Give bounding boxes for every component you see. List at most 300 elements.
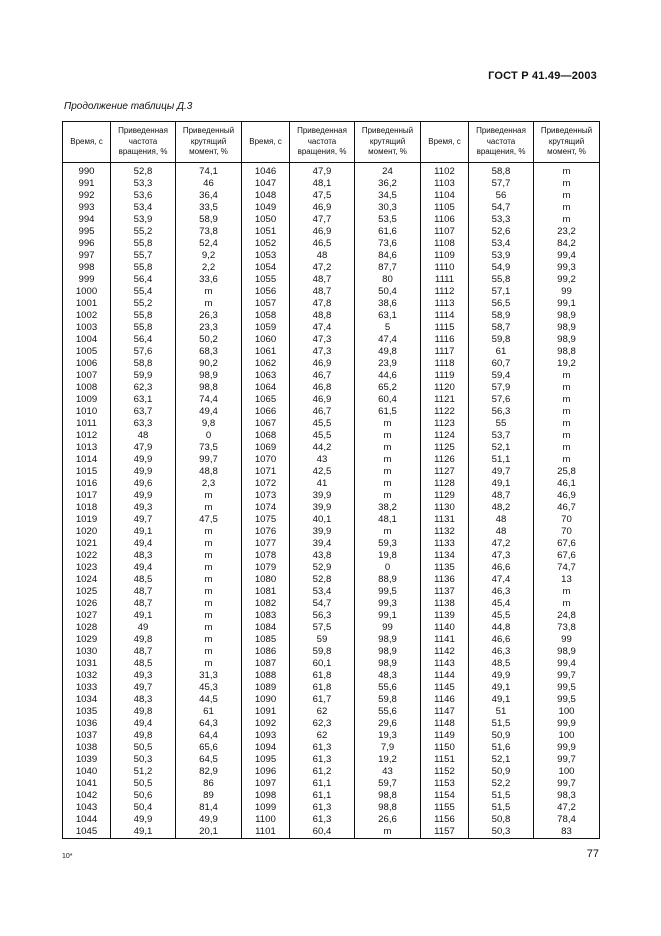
table-cell: 1055 <box>242 274 290 286</box>
table-cell: 1009 <box>63 394 111 406</box>
table-cell: 1075 <box>242 514 290 526</box>
table-row <box>63 163 600 179</box>
table-row <box>63 538 600 550</box>
table-cell: 52,8 <box>111 163 176 179</box>
table-cell: 41 <box>290 478 355 490</box>
table-cell: 52,1 <box>469 442 534 454</box>
table-row <box>63 730 600 742</box>
table-cell: 1022 <box>63 550 111 562</box>
table-row <box>63 214 600 226</box>
table-cell: 13 <box>534 574 600 586</box>
table-cell: 73,8 <box>176 226 242 238</box>
table-cell: 1008 <box>63 382 111 394</box>
table-cell: 26,6 <box>355 814 421 826</box>
table-cell: 61,3 <box>290 754 355 766</box>
table-cell: 82,9 <box>176 766 242 778</box>
table-cell: 23,3 <box>176 322 242 334</box>
table-cell: 33,6 <box>176 274 242 286</box>
table-cell: 1097 <box>242 778 290 790</box>
column-header: Приведенный крутящий момент, % <box>534 122 600 163</box>
table-cell: 89 <box>176 790 242 802</box>
table-cell: 1152 <box>421 766 469 778</box>
table-cell: 53,4 <box>290 586 355 598</box>
table-cell: 99,1 <box>355 610 421 622</box>
table-cell: 46,7 <box>290 406 355 418</box>
table-cell: 62 <box>290 730 355 742</box>
table-cell: 998 <box>63 262 111 274</box>
table-cell: 1002 <box>63 310 111 322</box>
table-cell: 1081 <box>242 586 290 598</box>
table-cell: m <box>176 550 242 562</box>
table-cell: 46,9 <box>290 394 355 406</box>
table-cell: 57,1 <box>469 286 534 298</box>
table-cell: 1037 <box>63 730 111 742</box>
table-cell: 48,1 <box>355 514 421 526</box>
table-cell: m <box>534 382 600 394</box>
table-cell: 47,3 <box>290 346 355 358</box>
table-cell: 49,4 <box>111 538 176 550</box>
table-cell: 46,9 <box>290 226 355 238</box>
table-cell: 61,8 <box>290 670 355 682</box>
table-cell: 49,8 <box>355 346 421 358</box>
table-cell: 1141 <box>421 634 469 646</box>
table-cell: 1111 <box>421 274 469 286</box>
table-cell: 45,3 <box>176 682 242 694</box>
table-cell: 1070 <box>242 454 290 466</box>
table-cell: 1073 <box>242 490 290 502</box>
table-cell: 1039 <box>63 754 111 766</box>
table-cell: 56,3 <box>469 406 534 418</box>
table-cell: 59,8 <box>290 646 355 658</box>
table-cell: 53,7 <box>469 430 534 442</box>
table-cell: 58,8 <box>469 163 534 179</box>
table-cell: 1128 <box>421 478 469 490</box>
table-cell: 1129 <box>421 490 469 502</box>
table-cell: 49,1 <box>469 478 534 490</box>
table-cell: 43 <box>355 766 421 778</box>
table-cell: 23,2 <box>534 226 600 238</box>
table-cell: 1076 <box>242 526 290 538</box>
table-row <box>63 322 600 334</box>
table-cell: 51,5 <box>469 790 534 802</box>
table-cell: 1149 <box>421 730 469 742</box>
table-cell: 46,9 <box>534 490 600 502</box>
table-cell: 997 <box>63 250 111 262</box>
table-cell: 40,1 <box>290 514 355 526</box>
table-cell: m <box>534 442 600 454</box>
table-cell: 1119 <box>421 370 469 382</box>
table-cell: 64,4 <box>176 730 242 742</box>
table-cell: 1143 <box>421 658 469 670</box>
table-cell: 48,8 <box>176 466 242 478</box>
table-cell: 49,4 <box>176 406 242 418</box>
table-cell: 1044 <box>63 814 111 826</box>
table-cell: 1093 <box>242 730 290 742</box>
table-cell: 48,3 <box>111 550 176 562</box>
table-cell: 83 <box>534 826 600 839</box>
table-row <box>63 190 600 202</box>
table-cell: 100 <box>534 766 600 778</box>
table-cell: 19,3 <box>355 730 421 742</box>
table-cell: m <box>176 562 242 574</box>
table-cell: 1029 <box>63 634 111 646</box>
table-row <box>63 574 600 586</box>
table-cell: 99,3 <box>355 598 421 610</box>
table-cell: 48,7 <box>290 286 355 298</box>
table-cell: 47,2 <box>290 262 355 274</box>
table-cell: 51 <box>469 706 534 718</box>
table-cell: 63,7 <box>111 406 176 418</box>
table-cell: 98,9 <box>534 646 600 658</box>
table-cell: 29,6 <box>355 718 421 730</box>
table-cell: 47,2 <box>469 538 534 550</box>
table-row <box>63 754 600 766</box>
table-cell: 1067 <box>242 418 290 430</box>
table-cell: 47,4 <box>469 574 534 586</box>
table-cell: 50,3 <box>469 826 534 839</box>
table-cell: 24,8 <box>534 610 600 622</box>
table-cell: 73,5 <box>176 442 242 454</box>
table-cell: 1043 <box>63 802 111 814</box>
table-cell: 99,5 <box>534 682 600 694</box>
table-cell: 57,6 <box>111 346 176 358</box>
table-cell: 67,6 <box>534 538 600 550</box>
table-row <box>63 550 600 562</box>
table-cell: 1048 <box>242 190 290 202</box>
table-cell: 99,3 <box>534 262 600 274</box>
table-cell: 1116 <box>421 334 469 346</box>
table-cell: 1077 <box>242 538 290 550</box>
table-cell: 1018 <box>63 502 111 514</box>
table-cell: 1110 <box>421 262 469 274</box>
table-cell: 1005 <box>63 346 111 358</box>
table-cell: 50,5 <box>111 778 176 790</box>
table-row <box>63 766 600 778</box>
table-cell: 99,7 <box>534 670 600 682</box>
table-cell: 1124 <box>421 430 469 442</box>
table-cell: 1145 <box>421 682 469 694</box>
table-cell: 57,9 <box>469 382 534 394</box>
table-cell: 1021 <box>63 538 111 550</box>
table-cell: 61,6 <box>355 226 421 238</box>
table-cell: m <box>355 430 421 442</box>
table-cell: 99,2 <box>534 274 600 286</box>
table-cell: 1028 <box>63 622 111 634</box>
table-cell: 46,6 <box>469 634 534 646</box>
table-cell: 51,1 <box>469 454 534 466</box>
table-cell: 1091 <box>242 706 290 718</box>
table-cell: 996 <box>63 238 111 250</box>
table-cell: 1106 <box>421 214 469 226</box>
table-cell: 1155 <box>421 802 469 814</box>
table-row <box>63 718 600 730</box>
table-cell: 50,9 <box>469 730 534 742</box>
table-cell: 54,7 <box>290 598 355 610</box>
table-cell: 48 <box>469 514 534 526</box>
table-cell: 61,1 <box>290 778 355 790</box>
table-row <box>63 262 600 274</box>
table-cell: 46,9 <box>290 202 355 214</box>
table-cell: 1017 <box>63 490 111 502</box>
table-cell: 1053 <box>242 250 290 262</box>
table-cell: 60,7 <box>469 358 534 370</box>
table-cell: 80 <box>355 274 421 286</box>
table-row <box>63 610 600 622</box>
data-table <box>62 121 600 839</box>
table-cell: 86 <box>176 778 242 790</box>
table-cell: 1050 <box>242 214 290 226</box>
table-cell: 64,5 <box>176 754 242 766</box>
table-cell: 1095 <box>242 754 290 766</box>
column-header: Время, с <box>421 122 469 163</box>
table-cell: 50,6 <box>111 790 176 802</box>
table-row <box>63 358 600 370</box>
table-cell: m <box>534 454 600 466</box>
table-cell: m <box>534 394 600 406</box>
table-cell: 1144 <box>421 670 469 682</box>
table-row <box>63 826 600 839</box>
table-cell: 1015 <box>63 466 111 478</box>
table-cell: 1100 <box>242 814 290 826</box>
table-cell: 63,1 <box>111 394 176 406</box>
table-body <box>63 163 600 839</box>
table-cell: 44,2 <box>290 442 355 454</box>
table-cell: 49,9 <box>111 814 176 826</box>
table-cell: 99,5 <box>355 586 421 598</box>
table-cell: 995 <box>63 226 111 238</box>
table-cell: 64,3 <box>176 718 242 730</box>
table-cell: 1094 <box>242 742 290 754</box>
table-cell: 50,5 <box>111 742 176 754</box>
table-cell: m <box>176 622 242 634</box>
table-cell: 26,3 <box>176 310 242 322</box>
table-cell: 49,1 <box>469 682 534 694</box>
table-cell: 55,2 <box>111 298 176 310</box>
table-cell: 59,8 <box>469 334 534 346</box>
table-cell: 54,7 <box>469 202 534 214</box>
table-cell: m <box>534 163 600 179</box>
table-cell: 60,4 <box>355 394 421 406</box>
table-cell: 98,9 <box>355 646 421 658</box>
table-row <box>63 202 600 214</box>
table-cell: 99,5 <box>534 694 600 706</box>
table-cell: 46,7 <box>290 370 355 382</box>
table-cell: 61,8 <box>290 682 355 694</box>
table-cell: m <box>355 418 421 430</box>
table-header-row <box>63 122 600 163</box>
table-cell: 39,9 <box>290 502 355 514</box>
table-cell: m <box>355 454 421 466</box>
table-cell: 50,4 <box>111 802 176 814</box>
table-row <box>63 274 600 286</box>
table-cell: 48 <box>111 430 176 442</box>
table-cell: 39,4 <box>290 538 355 550</box>
table-row <box>63 670 600 682</box>
table-cell: 51,2 <box>111 766 176 778</box>
table-cell: 45,5 <box>290 418 355 430</box>
table-cell: 1051 <box>242 226 290 238</box>
table-cell: 60,1 <box>290 658 355 670</box>
table-row <box>63 634 600 646</box>
table-cell: 1000 <box>63 286 111 298</box>
table-cell: 55,6 <box>355 706 421 718</box>
table-cell: 63,3 <box>111 418 176 430</box>
table-cell: 5 <box>355 322 421 334</box>
table-cell: 84,6 <box>355 250 421 262</box>
table-cell: 98,9 <box>355 658 421 670</box>
table-cell: 61,5 <box>355 406 421 418</box>
table-cell: 36,4 <box>176 190 242 202</box>
table-cell: 53,9 <box>111 214 176 226</box>
table-cell: 34,5 <box>355 190 421 202</box>
table-cell: 1082 <box>242 598 290 610</box>
table-cell: 98,8 <box>534 346 600 358</box>
table-cell: 1032 <box>63 670 111 682</box>
table-row <box>63 478 600 490</box>
table-cell: 1041 <box>63 778 111 790</box>
table-cell: 19,8 <box>355 550 421 562</box>
table-row <box>63 250 600 262</box>
table-cell: 39,9 <box>290 526 355 538</box>
table-cell: 46,1 <box>534 478 600 490</box>
table-cell: 47,4 <box>355 334 421 346</box>
column-header: Приведенный крутящий момент, % <box>176 122 242 163</box>
table-cell: 74,7 <box>534 562 600 574</box>
table-cell: 62,3 <box>111 382 176 394</box>
table-cell: 1063 <box>242 370 290 382</box>
table-cell: 49,7 <box>111 682 176 694</box>
table-cell: m <box>355 826 421 839</box>
table-cell: 1122 <box>421 406 469 418</box>
table-cell: 49,1 <box>111 526 176 538</box>
table-cell: 65,2 <box>355 382 421 394</box>
table-row <box>63 622 600 634</box>
table-cell: 2,2 <box>176 262 242 274</box>
table-cell: m <box>176 526 242 538</box>
table-row <box>63 490 600 502</box>
table-cell: 47,5 <box>290 190 355 202</box>
table-cell: 24 <box>355 163 421 179</box>
table-cell: 999 <box>63 274 111 286</box>
table-cell: 48,8 <box>290 310 355 322</box>
table-cell: 58,9 <box>176 214 242 226</box>
table-cell: 1031 <box>63 658 111 670</box>
table-cell: 1046 <box>242 163 290 179</box>
table-row <box>63 694 600 706</box>
table-cell: 47,9 <box>111 442 176 454</box>
table-cell: 99 <box>534 634 600 646</box>
table-cell: 49,8 <box>111 706 176 718</box>
table-cell: 9,2 <box>176 250 242 262</box>
table-cell: 1026 <box>63 598 111 610</box>
table-cell: 1154 <box>421 790 469 802</box>
table-cell: 1148 <box>421 718 469 730</box>
table-cell: 1045 <box>63 826 111 839</box>
table-cell: m <box>176 586 242 598</box>
table-cell: 57,7 <box>469 178 534 190</box>
table-cell: m <box>534 202 600 214</box>
table-cell: 1153 <box>421 778 469 790</box>
table-row <box>63 406 600 418</box>
column-header: Приведенная частота вращения, % <box>469 122 534 163</box>
table-cell: 50,9 <box>469 766 534 778</box>
table-cell: 1047 <box>242 178 290 190</box>
table-cell: m <box>534 214 600 226</box>
table-row <box>63 526 600 538</box>
footnote: 10* <box>62 853 73 860</box>
table-cell: 44,5 <box>176 694 242 706</box>
table-cell: 99,7 <box>534 754 600 766</box>
table-cell: 1156 <box>421 814 469 826</box>
table-cell: 1121 <box>421 394 469 406</box>
table-cell: 58,8 <box>111 358 176 370</box>
table-cell: 74,4 <box>176 394 242 406</box>
table-row <box>63 814 600 826</box>
table-cell: 1112 <box>421 286 469 298</box>
table-cell: 1004 <box>63 334 111 346</box>
table-cell: 59,7 <box>355 778 421 790</box>
table-cell: m <box>176 598 242 610</box>
table-cell: 1060 <box>242 334 290 346</box>
table-cell: 1131 <box>421 514 469 526</box>
table-cell: 55,8 <box>469 274 534 286</box>
table-cell: 49,8 <box>111 634 176 646</box>
table-cell: m <box>355 466 421 478</box>
table-cell: m <box>534 430 600 442</box>
table-cell: 46,9 <box>290 358 355 370</box>
table-cell: 1007 <box>63 370 111 382</box>
table-cell: 55,6 <box>355 682 421 694</box>
table-cell: 99,7 <box>534 778 600 790</box>
column-header: Приведенный крутящий момент, % <box>355 122 421 163</box>
table-cell: 38,2 <box>355 502 421 514</box>
table-row <box>63 586 600 598</box>
table-cell: 56,3 <box>290 610 355 622</box>
table-cell: 1150 <box>421 742 469 754</box>
table-cell: 1089 <box>242 682 290 694</box>
table-cell: 47,3 <box>290 334 355 346</box>
table-cell: 49,7 <box>111 514 176 526</box>
table-cell: m <box>534 598 600 610</box>
table-cell: 1087 <box>242 658 290 670</box>
table-cell: 61,3 <box>290 802 355 814</box>
table-cell: 1072 <box>242 478 290 490</box>
table-cell: 98,8 <box>176 382 242 394</box>
table-cell: 1069 <box>242 442 290 454</box>
table-cell: 98,3 <box>534 790 600 802</box>
table-cell: 50,3 <box>111 754 176 766</box>
table-cell: 1040 <box>63 766 111 778</box>
table-cell: m <box>534 190 600 202</box>
table-cell: 61,3 <box>290 814 355 826</box>
table-cell: 19,2 <box>534 358 600 370</box>
table-cell: 1010 <box>63 406 111 418</box>
table-cell: 50,4 <box>355 286 421 298</box>
table-cell: 51,5 <box>469 718 534 730</box>
table-row <box>63 802 600 814</box>
table-row <box>63 682 600 694</box>
table-cell: 98,9 <box>534 322 600 334</box>
table-cell: 992 <box>63 190 111 202</box>
table-cell: 1038 <box>63 742 111 754</box>
table-row <box>63 430 600 442</box>
column-header: Приведенная частота вращения, % <box>111 122 176 163</box>
table-cell: 55,4 <box>111 286 176 298</box>
table-cell: m <box>176 286 242 298</box>
table-cell: 44,6 <box>355 370 421 382</box>
table-cell: 1101 <box>242 826 290 839</box>
table-cell: 1058 <box>242 310 290 322</box>
